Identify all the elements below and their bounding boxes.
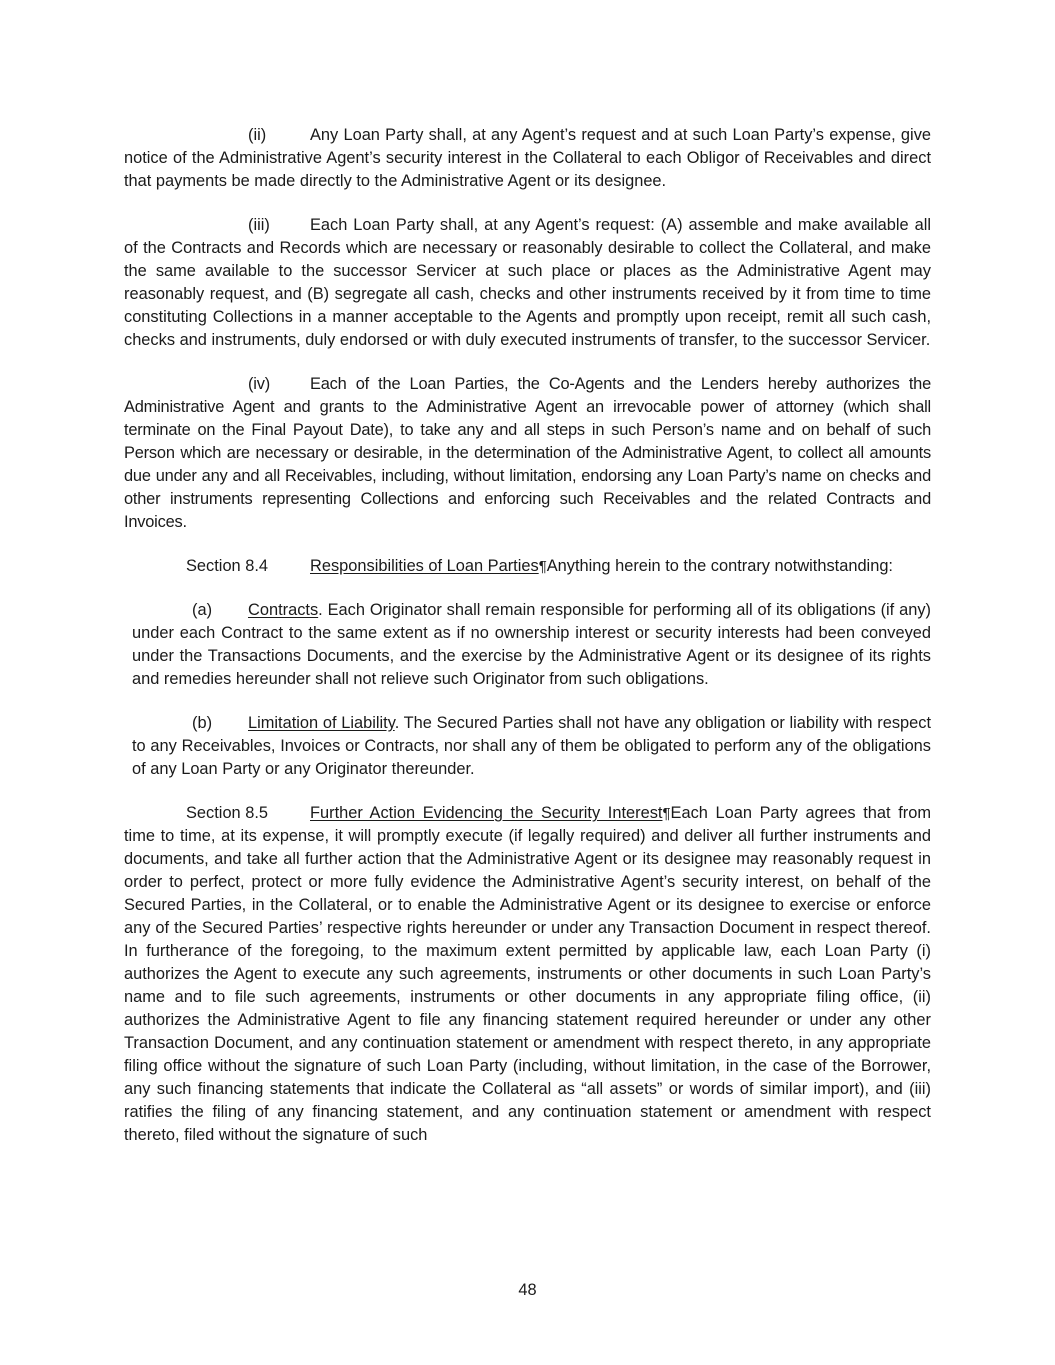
paragraph-ii	[124, 124, 931, 193]
paragraph-number: (ii)	[248, 126, 267, 144]
paragraph-a	[132, 599, 931, 691]
section-8-5	[124, 802, 931, 1147]
paragraph-iv	[124, 373, 931, 534]
section-heading: Responsibilities of Loan Parties	[310, 557, 539, 575]
section-text: Each Loan Party agrees that from time to time, at its expense, it will promptly execute (if legally required) and deliver all further instruments and documents, and take all further action that the Administrative Agent or its designee may reasonably request in order to perfect, protect or more fully evidence the Administrative Agent’s security interest, on behalf of the Secured Parties, in the Collateral, or to enable the Administrative Agent or its designee to exercise or enforce any of the Secured Parties’ respective rights hereunder or under any Transaction Document in respect thereof. In furtherance of the foregoing, to the maximum extent permitted by applicable law, each Loan Party (i) authorizes the Agent to execute any such agreements, instruments or other documents in such Loan Party’s name and to file such agreements, instruments or other documents in any appropriate filing office, (ii) authorizes the Administrative Agent to file any financing statement required hereunder or under any other Transaction Document, and any continuation statement or amendment with respect thereto, in any appropriate filing office without the signature of such Loan Party (including, without limitation, in the case of the Borrower, any such financing statements that indicate the Collateral as “all assets” or words of similar import), and (iii) ratifies the filing of any financing statement, and any continuation statement or amendment with respect thereto, filed without the signature of such	[124, 804, 931, 1144]
paragraph-number: (a)	[192, 601, 213, 619]
pilcrow-mark: ¶	[662, 805, 671, 822]
section-number: Section 8.5	[186, 804, 269, 822]
document-page	[124, 124, 931, 1168]
paragraph-number: (b)	[192, 714, 213, 732]
pilcrow-mark: ¶	[538, 558, 547, 575]
paragraph-number: (iii)	[248, 216, 270, 234]
paragraph-text: . Each Originator shall remain responsible for performing all of its obligations (if any) under each Contract to the same extent as if no ownership interest or security interests had been conveyed under the Transactions Documents, and the exercise by the Administrative Agent or its designee of its rights and remedies hereunder shall not relieve such Originator from such obligations.	[132, 601, 931, 688]
paragraph-text: Any Loan Party shall, at any Agent’s request and at such Loan Party’s expense, give notice of the Administrative Agent’s security interest in the Collateral to each Obligor of Receivables and direct that payments be made directly to the Administrative Agent or its designee.	[124, 126, 931, 190]
section-number: Section 8.4	[186, 557, 269, 575]
paragraph-b	[132, 712, 931, 781]
paragraph-text: . The Secured Parties shall not have any obligation or liability with respect to any Receivables, Invoices or Contracts, nor shall any of them be obligated to perform any of the obligations of any Loan Party or any Originator thereunder.	[132, 714, 931, 778]
paragraph-number: (iv)	[248, 375, 270, 393]
paragraph-heading: Contracts	[248, 601, 319, 619]
section-8-4	[124, 555, 931, 578]
paragraph-text: Each Loan Party shall, at any Agent’s request: (A) assemble and make available all of the Contracts and Records which are necessary or reasonably desirable to collect the Collateral, and make the same available to the successor Servicer at such place or places as the Administrative Agent may reasonably request, and (B) segregate all cash, checks and other instruments received by it from time to time constituting Collections in a manner acceptable to the Agents and promptly upon receipt, remit all such cash, checks and instruments, duly endorsed or with duly executed instruments of transfer, to the successor Servicer.	[124, 216, 931, 349]
section-heading: Further Action Evidencing the Security Interest	[310, 804, 663, 822]
paragraph-heading: Limitation of Liability	[248, 714, 395, 732]
paragraph-text: Each of the Loan Parties, the Co-Agents and the Lenders hereby authorizes the Administrative Agent and grants to the Administrative Agent an irrevocable power of attorney (which shall terminate on the Final Payout Date), to take any and all steps in such Person’s name and on behalf of such Person which are necessary or desirable, in the determination of the Administrative Agent, to collect all amounts due under any and all Receivables, including, without limitation, endorsing any Loan Party’s name on checks and other instruments representing Collections and enforcing such Receivables and the related Contracts and Invoices.	[124, 375, 931, 531]
page-number: 48	[518, 1281, 537, 1299]
section-text: Anything herein to the contrary notwithstanding:	[546, 557, 893, 575]
paragraph-iii	[124, 214, 931, 352]
